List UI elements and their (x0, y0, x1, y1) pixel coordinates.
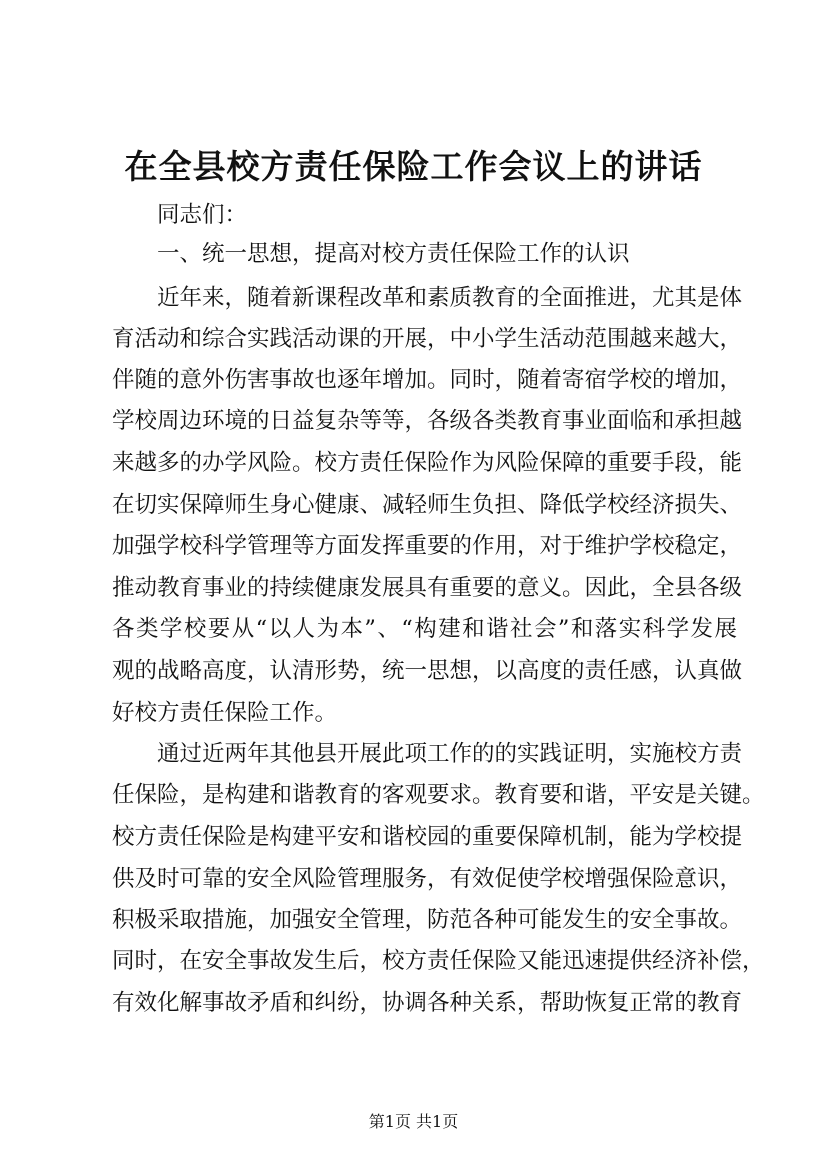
paragraph-1-line: 推动教育事业的持续健康发展具有重要的意义。因此，全县各级 (112, 575, 743, 601)
paragraph-1-line: 来越多的办学风险。校方责任保险作为风险保障的重要手段，能 (112, 450, 743, 476)
paragraph-1-line: 学校周边环境的日益复杂等等，各级各类教育事业面临和承担越 (112, 408, 743, 434)
paragraph-1-line: 在切实保障师生身心健康、减轻师生负担、降低学校经济损失、 (112, 492, 743, 518)
paragraph-1-line: 伴随的意外伤害事故也逐年增加。同时，随着寄宿学校的增加， (112, 367, 743, 393)
salutation: 同志们： (157, 202, 248, 228)
document-title: 在全县校方责任保险工作会议上的讲话 (124, 147, 703, 186)
paragraph-1-line: 加强学校科学管理等方面发挥重要的作用，对于维护学校稳定， (112, 533, 743, 559)
paragraph-2-line: 校方责任保险是构建平安和谐校园的重要保障机制，能为学校提 (112, 824, 743, 850)
section-heading: 一、统一思想，提高对校方责任保险工作的认识 (157, 241, 630, 267)
paragraph-1-line: 育活动和综合实践活动课的开展，中小学生活动范围越来越大， (112, 326, 743, 352)
page-number-footer: 第1页 共1页 (368, 1112, 459, 1131)
paragraph-2-line: 同时，在安全事故发生后，校方责任保险又能迅速提供经济补偿， (112, 948, 765, 974)
paragraph-1-line: 好校方责任保险工作。 (112, 700, 338, 726)
paragraph-2-line: 任保险，是构建和谐教育的客观要求。教育要和谐，平安是关键。 (112, 782, 765, 808)
paragraph-1-line: 各类学校要从“以人为本”、“构建和谐社会”和落实科学发展 (112, 616, 737, 642)
paragraph-2-line: 积极采取措施，加强安全管理，防范各种可能发生的安全事故。 (112, 907, 743, 933)
paragraph-2-line: 供及时可靠的安全风险管理服务，有效促使学校增强保险意识， (112, 866, 743, 892)
paragraph-2-line: 有效化解事故矛盾和纠纷，协调各种关系，帮助恢复正常的教育 (112, 990, 743, 1016)
paragraph-1-line: 观的战略高度，认清形势，统一思想，以高度的责任感，认真做 (112, 658, 743, 684)
paragraph-1-line: 近年来，随着新课程改革和素质教育的全面推进，尤其是体 (157, 285, 743, 311)
paragraph-2-line: 通过近两年其他县开展此项工作的的实践证明，实施校方责 (157, 741, 743, 767)
